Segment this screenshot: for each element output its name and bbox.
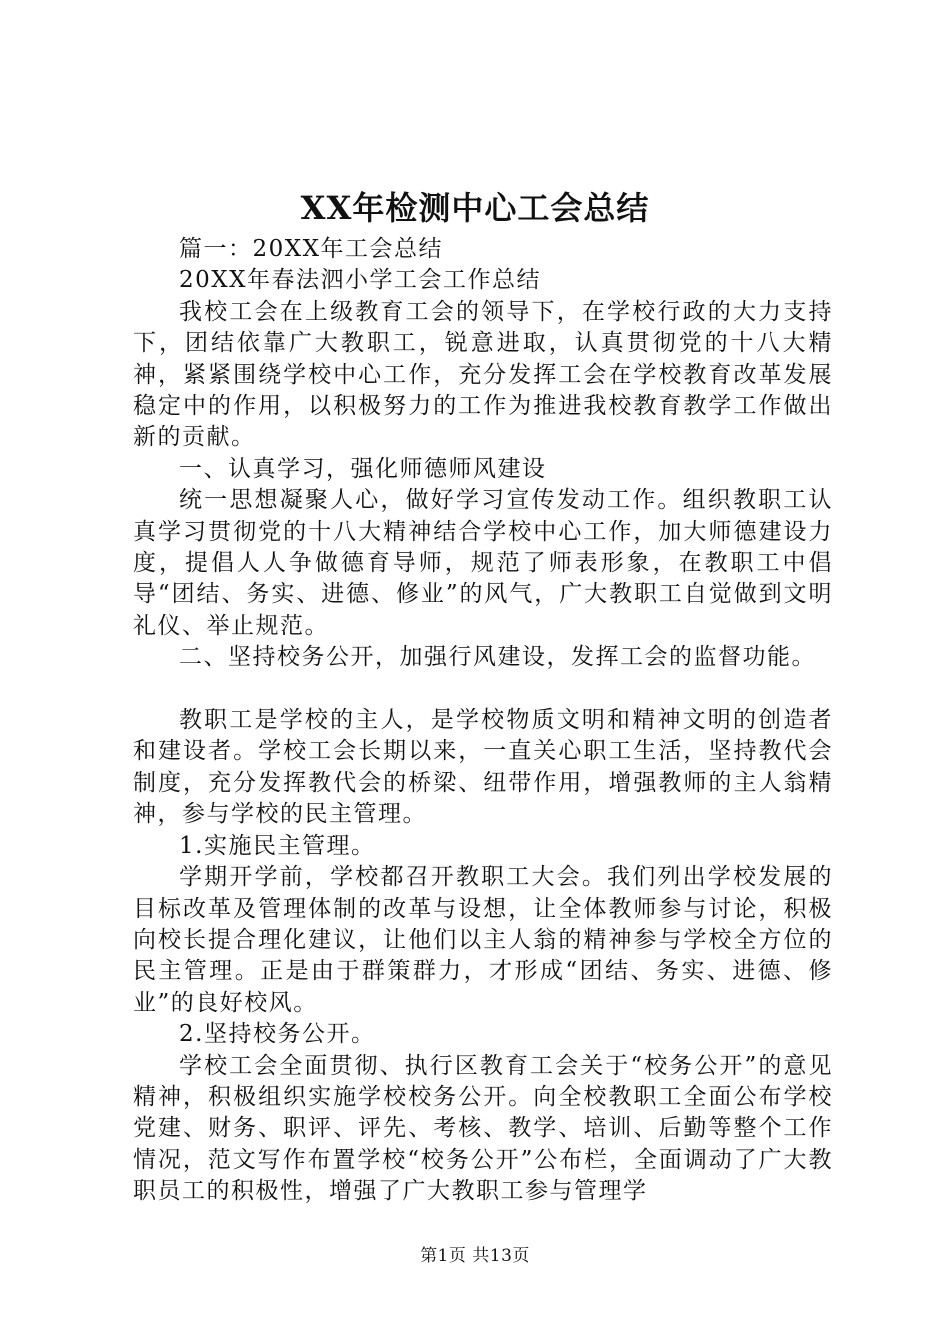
paragraph: 学校工会全面贯彻、执行区教育工会关于“校务公开”的意见精神，积极组织实施学校校务公开。向全校教职工全面公布学校党建、财务、职评、评先、考核、教学、培训、后勤等整个工作情况，范文写作布置学校“校务公开”公布栏，全面调动了广大教职员工的积极性，增强了广大教职工参与管理学: [133, 1052, 833, 1205]
paragraph: 1.实施民主管理。: [179, 832, 376, 859]
paragraph: 二、坚持校务公开，加强行风建设，发挥工会的监督功能。: [179, 644, 816, 671]
blank-line: [133, 674, 833, 705]
paragraph: 2.坚持校务公开。: [179, 1021, 376, 1048]
document-body: [133, 234, 833, 1208]
paragraph: 20XX年春法泗小学工会工作总结: [179, 267, 542, 294]
paragraph: 学期开学前，学校都召开教职工大会。我们列出学校发展的目标改革及管理体制的改革与设想，让全体教师参与讨论，积极向校长提合理化建议，让他们以主人翁的精神参与学校全方位的民主管理。正是由于群策群力，才形成“团结、务实、进德、修业”的良好校风。: [133, 864, 833, 1016]
paragraph: 一、认真学习，强化师德师风建设: [179, 455, 547, 482]
paragraph: 教职工是学校的主人，是学校物质文明和精神文明的创造者和建设者。学校工会长期以来，一直关心职工生活，坚持教代会制度，充分发挥教代会的桥梁、纽带作用，增强教师的主人翁精神，参与学校的民主管理。: [133, 707, 833, 828]
page-footer: 第1页 共13页: [420, 1246, 530, 1266]
paragraph: 统一思想凝聚人心，做好学习宣传发动工作。组织教职工认真学习贯彻党的十八大精神结合学校中心工作，加大师德建设力度，提倡人人争做德育导师，规范了师表形象，在教职工中倡导“团结、务实、进德、修业”的风气，广大教职工自觉做到文明礼仪、举止规范。: [133, 487, 833, 639]
paragraph: 我校工会在上级教育工会的领导下，在学校行政的大力支持下，团结依靠广大教职工，锐意进取，认真贯彻党的十八大精神，紧紧围绕学校中心工作，充分发挥工会在学校教育改革发展稳定中的作用，以积极努力的工作为推进我校教育教学工作做出新的贡献。: [133, 298, 833, 451]
document-title: XX年检测中心工会总结: [300, 189, 650, 227]
paragraph: 篇一：20XX年工会总结: [179, 236, 444, 262]
